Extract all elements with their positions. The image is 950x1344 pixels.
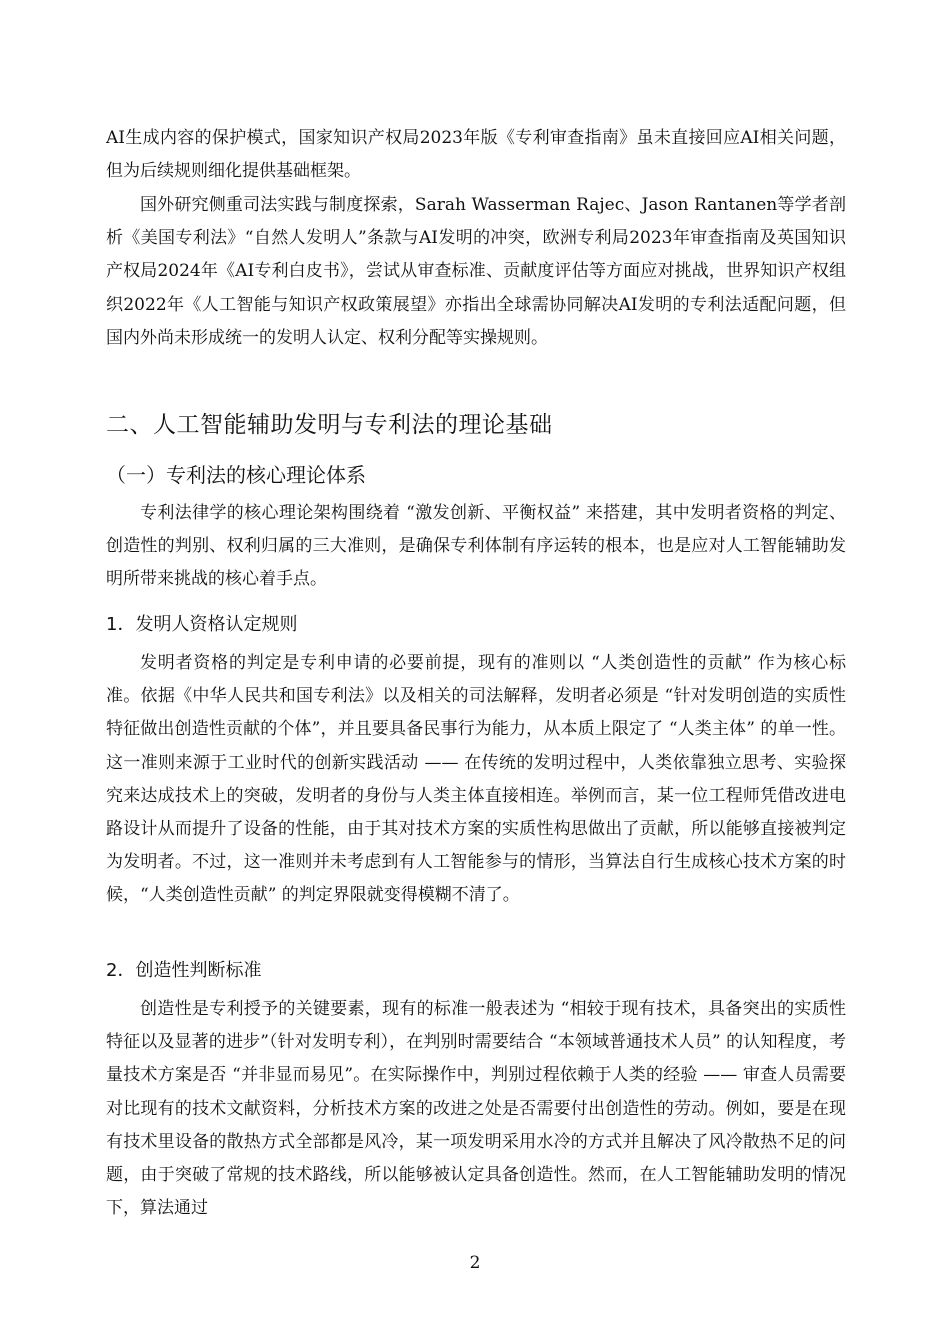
paragraph-inventor-qualification: 发明者资格的判定是专利申请的必要前提，现有的准则以 “人类创造性的贡献” 作为核心标准。依据《中华人民共和国专利法》以及相关的司法解释，发明者必须是 “针对发明创造的实质性特征做出创造性贡献的个体”，并且要具备民事行为能力，从本质上限定了 “人类主体” 的单一性。这一准则来源于工业时代的创新实践活动 —— 在传统的发明过程中，人类依靠独立思考、实验探究来达成技术上的突破，发明者的身份与人类主体直接相连。举例而言，某一位工程师凭借改进电路设计从而提升了设备的性能，由于其对技术方案的实质性构思做出了贡献，所以能够直接被判定为发明者。不过，这一准则并未考虑到有人工智能参与的情形，当算法自行生成核心技术方案的时候，“人类创造性贡献” 的判定界限就变得模糊不清了。 xyxy=(106,653,846,906)
paragraph-core-theory-framework: 专利法律学的核心理论架构围绕着 “激发创新、平衡权益” 来搭建，其中发明者资格的判定、创造性的判别、权利归属的三大准则，是确保专利体制有序运转的根本，也是应对人工智能辅助发明所带来挑战的核心着手点。 xyxy=(106,503,846,590)
paragraph-foreign-research: 国外研究侧重司法实践与制度探索，Sarah Wasserman Rajec、Jason Rantanen等学者剖析《美国专利法》“自然人发明人”条款与AI发明的冲突，欧洲专利局2023年审查指南及英国知识产权局2024年《AI专利白皮书》，尝试从审查标准、贡献度评估等方面应对挑战，世界知识产权组织2022年《人工智能与知识产权政策展望》亦指出全球需协同解决AI发明的专利法适配问题，但国内外尚未形成统一的发明人认定、权利分配等实操规则。 xyxy=(106,195,846,348)
section-heading-theoretical-basis: 二、人工智能辅助发明与专利法的理论基础 xyxy=(106,412,553,438)
paragraph-ai-content-protection: AI生成内容的保护模式，国家知识产权局2023年版《专利审查指南》虽未直接回应AI相关问题，但为后续规则细化提供基础框架。 xyxy=(106,128,846,182)
page-number: 2 xyxy=(469,1253,481,1273)
item-heading-inventor-qualification: 1．发明人资格认定规则 xyxy=(106,614,298,635)
subsection-heading-core-theory: （一）专利法的核心理论体系 xyxy=(106,463,366,487)
item-heading-creativity-standard: 2．创造性判断标准 xyxy=(106,960,262,981)
paragraph-creativity-standard: 创造性是专利授予的关键要素，现有的标准一般表述为 “相较于现有技术，具备突出的实质性特征以及显著的进步”（针对发明专利），在判别时需要结合 “本领域普通技术人员” 的认知程度，考量技术方案是否 “并非显而易见”。在实际操作中，判别过程依赖于人类的经验 —— 审查人员需要对比现有的技术文献资料，分析技术方案的改进之处是否需要付出创造性的劳动。例如，要是在现有技术里设备的散热方式全部都是风冷，某一项发明采用水冷的方式并且解决了风冷散热不足的问题，由于突破了常规的技术路线，所以能够被认定具备创造性。然而，在人工智能辅助发明的情况下，算法通过 xyxy=(106,999,846,1219)
